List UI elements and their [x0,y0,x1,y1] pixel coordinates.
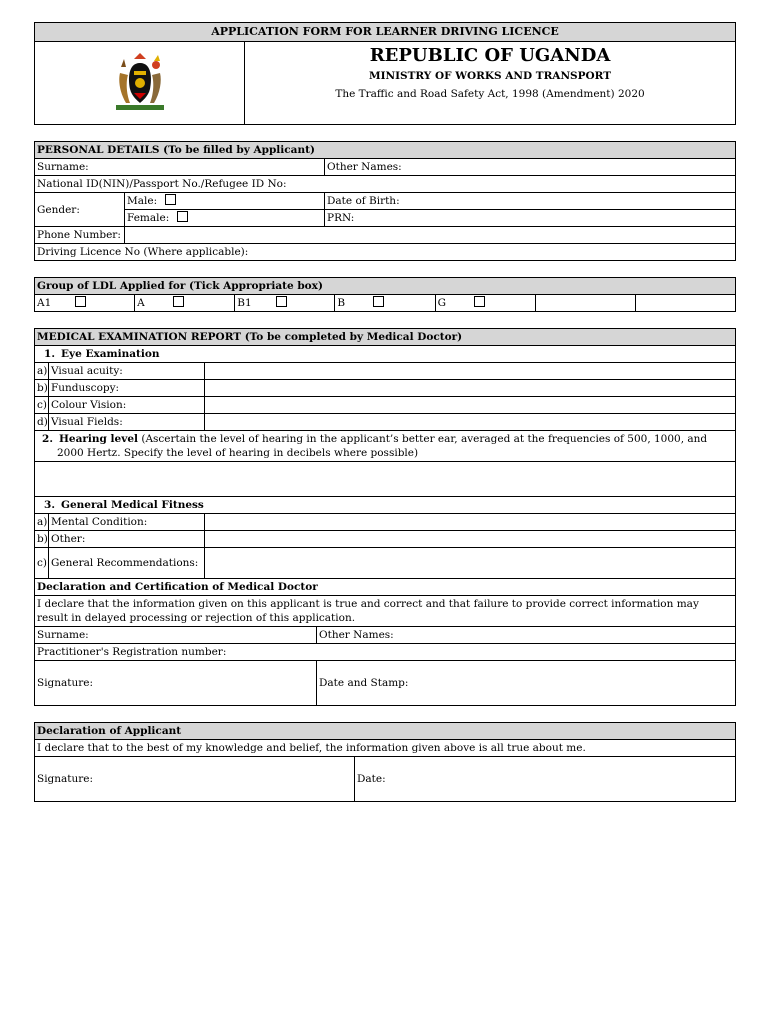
header-titles [245,42,736,125]
group-option-a1 [35,295,135,312]
group-label: G [437,297,446,309]
group-checkbox-a1[interactable] [75,296,86,307]
form-title: APPLICATION FORM FOR LEARNER DRIVING LICENCE [35,23,736,42]
applicant-declaration-heading: Declaration of Applicant [35,723,736,740]
licence-no-field[interactable]: Driving Licence No (Where applicable): [35,244,736,261]
visual-acuity-label: Visual acuity: [49,363,205,380]
recommendations-input[interactable] [205,548,736,579]
group-label: A1 [37,297,52,309]
group-checkbox-a[interactable] [173,296,184,307]
group-checkbox-g[interactable] [474,296,485,307]
doctor-date-stamp-field[interactable]: Date and Stamp: [317,661,736,706]
dob-field[interactable]: Date of Birth: [325,193,736,210]
funduscopy-input[interactable] [205,380,736,397]
colour-vision-input[interactable] [205,397,736,414]
medical-report-table [34,328,736,579]
female-label: Female: [127,212,170,224]
act-title: The Traffic and Road Safety Act, 1998 (Amendment) 2020 [335,88,645,100]
group-option-b1 [235,295,335,312]
phone-input[interactable] [125,227,736,244]
doctor-surname-field[interactable]: Surname: [35,627,317,644]
doctor-declaration-heading: Declaration and Certification of Medical Doctor [35,579,736,596]
applicant-signature-field[interactable]: Signature: [35,757,355,802]
applicant-statement: I declare that to the best of my knowledge and belief, the information given above is all true about me. [35,740,736,757]
other-label: Other: [49,531,205,548]
emblem-cell [35,42,245,125]
coat-of-arms-icon [108,49,172,113]
doctor-statement: I declare that the information given on this applicant is true and correct and that failure to provide correct information may result in delayed processing or rejection of this application. [35,596,736,627]
item-letter: a) [35,363,49,380]
group-checkbox-b1[interactable] [276,296,287,307]
doctor-signature-field[interactable]: Signature: [35,661,317,706]
doctor-declaration-table [34,578,736,706]
group-empty-cell [635,295,735,312]
surname-field[interactable]: Surname: [35,159,325,176]
male-label: Male: [127,195,158,207]
group-label: B1 [237,297,252,309]
item-letter: d) [35,414,49,431]
doctor-other-names-field[interactable]: Other Names: [317,627,736,644]
group-empty-cell [535,295,635,312]
gender-label: Gender: [35,193,125,227]
item-letter: a) [35,514,49,531]
form-header-table [34,22,736,125]
visual-fields-label: Visual Fields: [49,414,205,431]
other-names-field[interactable]: Other Names: [325,159,736,176]
funduscopy-label: Funduscopy: [49,380,205,397]
male-checkbox[interactable] [165,194,176,205]
group-option-g [435,295,535,312]
practitioner-reg-field[interactable]: Practitioner's Registration number: [35,644,736,661]
personal-details-heading: PERSONAL DETAILS (To be filled by Applicant) [35,142,736,159]
item-letter: c) [35,548,49,579]
medical-report-heading: MEDICAL EXAMINATION REPORT (To be completed by Medical Doctor) [35,329,736,346]
hearing-level-input[interactable] [35,462,736,497]
recommendations-label: General Recommendations: [49,548,205,579]
colour-vision-label: Colour Vision: [49,397,205,414]
ldl-group-table [34,277,736,312]
personal-details-table [34,141,736,261]
group-option-b [335,295,435,312]
group-option-a [135,295,235,312]
applicant-date-field[interactable]: Date: [355,757,736,802]
ldl-group-heading: Group of LDL Applied for (Tick Appropriate box) [35,278,736,295]
learner-licence-form [34,22,736,802]
other-input[interactable] [205,531,736,548]
general-fitness-heading: 3. General Medical Fitness [35,497,736,514]
republic-title: REPUBLIC OF UGANDA [369,45,611,66]
eye-exam-heading: 1. Eye Examination [35,346,736,363]
nin-field[interactable]: National ID(NIN)/Passport No./Refugee ID No: [35,176,736,193]
applicant-declaration-table [34,722,736,802]
item-letter: c) [35,397,49,414]
hearing-level-heading: 2. Hearing level (Ascertain the level of hearing in the applicant’s better ear, averaged at the frequencies of 500, 1000, and 2000 Hertz. Specify the level of hearing in decibels where possible) [35,431,736,462]
mental-condition-label: Mental Condition: [49,514,205,531]
group-label: B [337,297,346,309]
male-option [125,193,325,210]
female-checkbox[interactable] [177,211,188,222]
item-letter: b) [35,380,49,397]
group-label: A [137,297,145,309]
ministry-title: MINISTRY OF WORKS AND TRANSPORT [368,70,612,82]
prn-field[interactable]: PRN: [325,210,736,227]
mental-condition-input[interactable] [205,514,736,531]
phone-label: Phone Number: [35,227,125,244]
group-checkbox-b[interactable] [373,296,384,307]
item-letter: b) [35,531,49,548]
female-option [125,210,325,227]
visual-acuity-input[interactable] [205,363,736,380]
visual-fields-input[interactable] [205,414,736,431]
